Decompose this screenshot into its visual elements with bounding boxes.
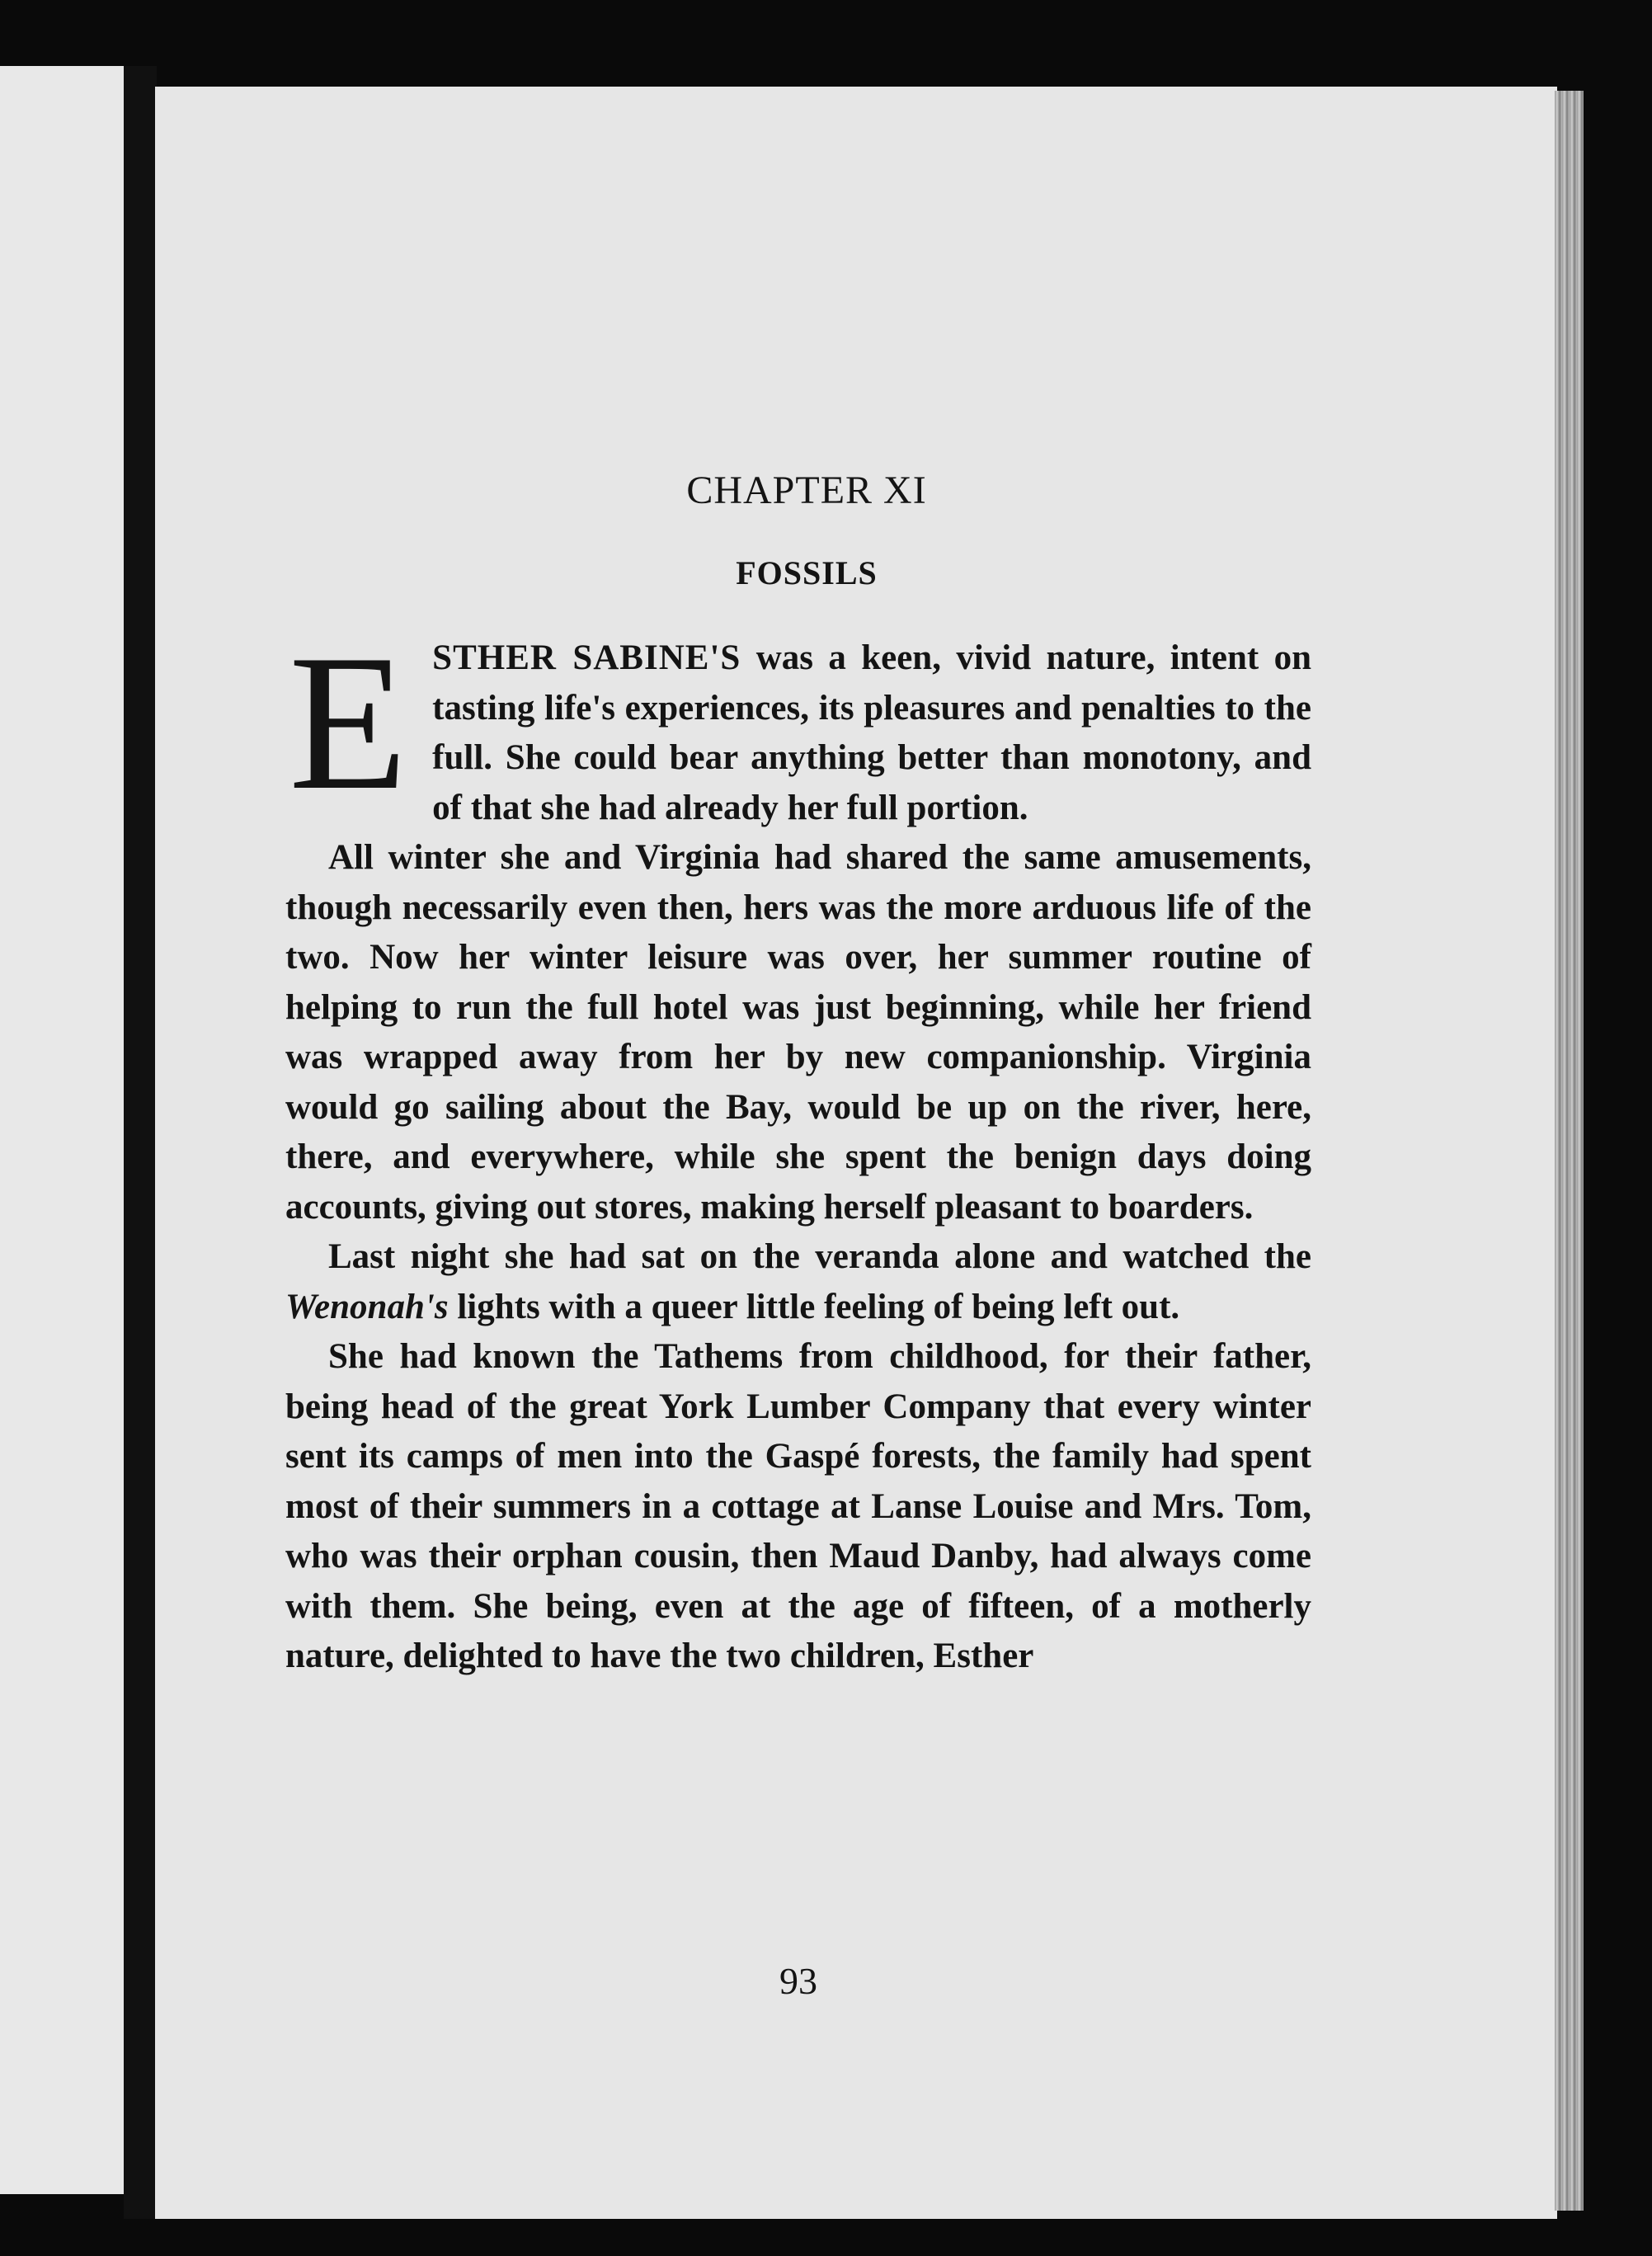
paragraph-3 xyxy=(285,1232,1311,1332)
chapter-subtitle: FOSSILS xyxy=(736,554,878,591)
paragraph-2: All winter she and Virginia had shared the same amusements, though necessarily even then, hers was the more arduous life of the two. Now her winter leisure was over, her summer routine of helping to run the full hotel was just beginning, while her friend was wrapped away from her by new companionship. Virginia would go sailing about the Bay, would be up on the river, here, there, and everywhere, while she spent the benign days doing accounts, giving out stores, making herself pleasant to boarders. xyxy=(285,838,1311,1227)
paragraph-4: She had known the Tathems from childhood, for their father, being head of the great York Lumber Company that every winter sent its camps of men into the Gaspé forests, the family had spent most of their summers in a cottage at Lanse Louise and Mrs. Tom, who was their orphan cousin, then Maud Danby, had always come with them. She being, even at the age of fifteen, of a motherly nature, delighted to have the two children, Esther xyxy=(285,1337,1311,1675)
paragraph-1-lead: STHER SABINE'S xyxy=(432,638,741,677)
page-edge xyxy=(1555,91,1584,2211)
paragraph-3-after: lights with a queer little feeling of being left out. xyxy=(448,1287,1180,1326)
paragraph-1-text: was a keen, vivid nature, intent on tasting life's experiences, its pleasures and penalties to the full. She could bear anything better than monotony, and of that she had already her full portion. xyxy=(432,638,1311,827)
body-text xyxy=(285,615,1311,1682)
chapter-title: CHAPTER XI xyxy=(686,469,927,512)
drop-cap: E xyxy=(289,615,408,831)
left-page-margin xyxy=(0,66,124,2194)
page-text-block xyxy=(285,454,1311,1682)
paragraph-3-before: Last night she had sat on the veranda alone and watched the xyxy=(328,1237,1311,1276)
paragraph-1 xyxy=(285,615,1311,833)
book-gutter xyxy=(124,66,157,2219)
page-number: 93 xyxy=(779,1960,817,2002)
boat-name: Wenonah's xyxy=(285,1287,449,1326)
